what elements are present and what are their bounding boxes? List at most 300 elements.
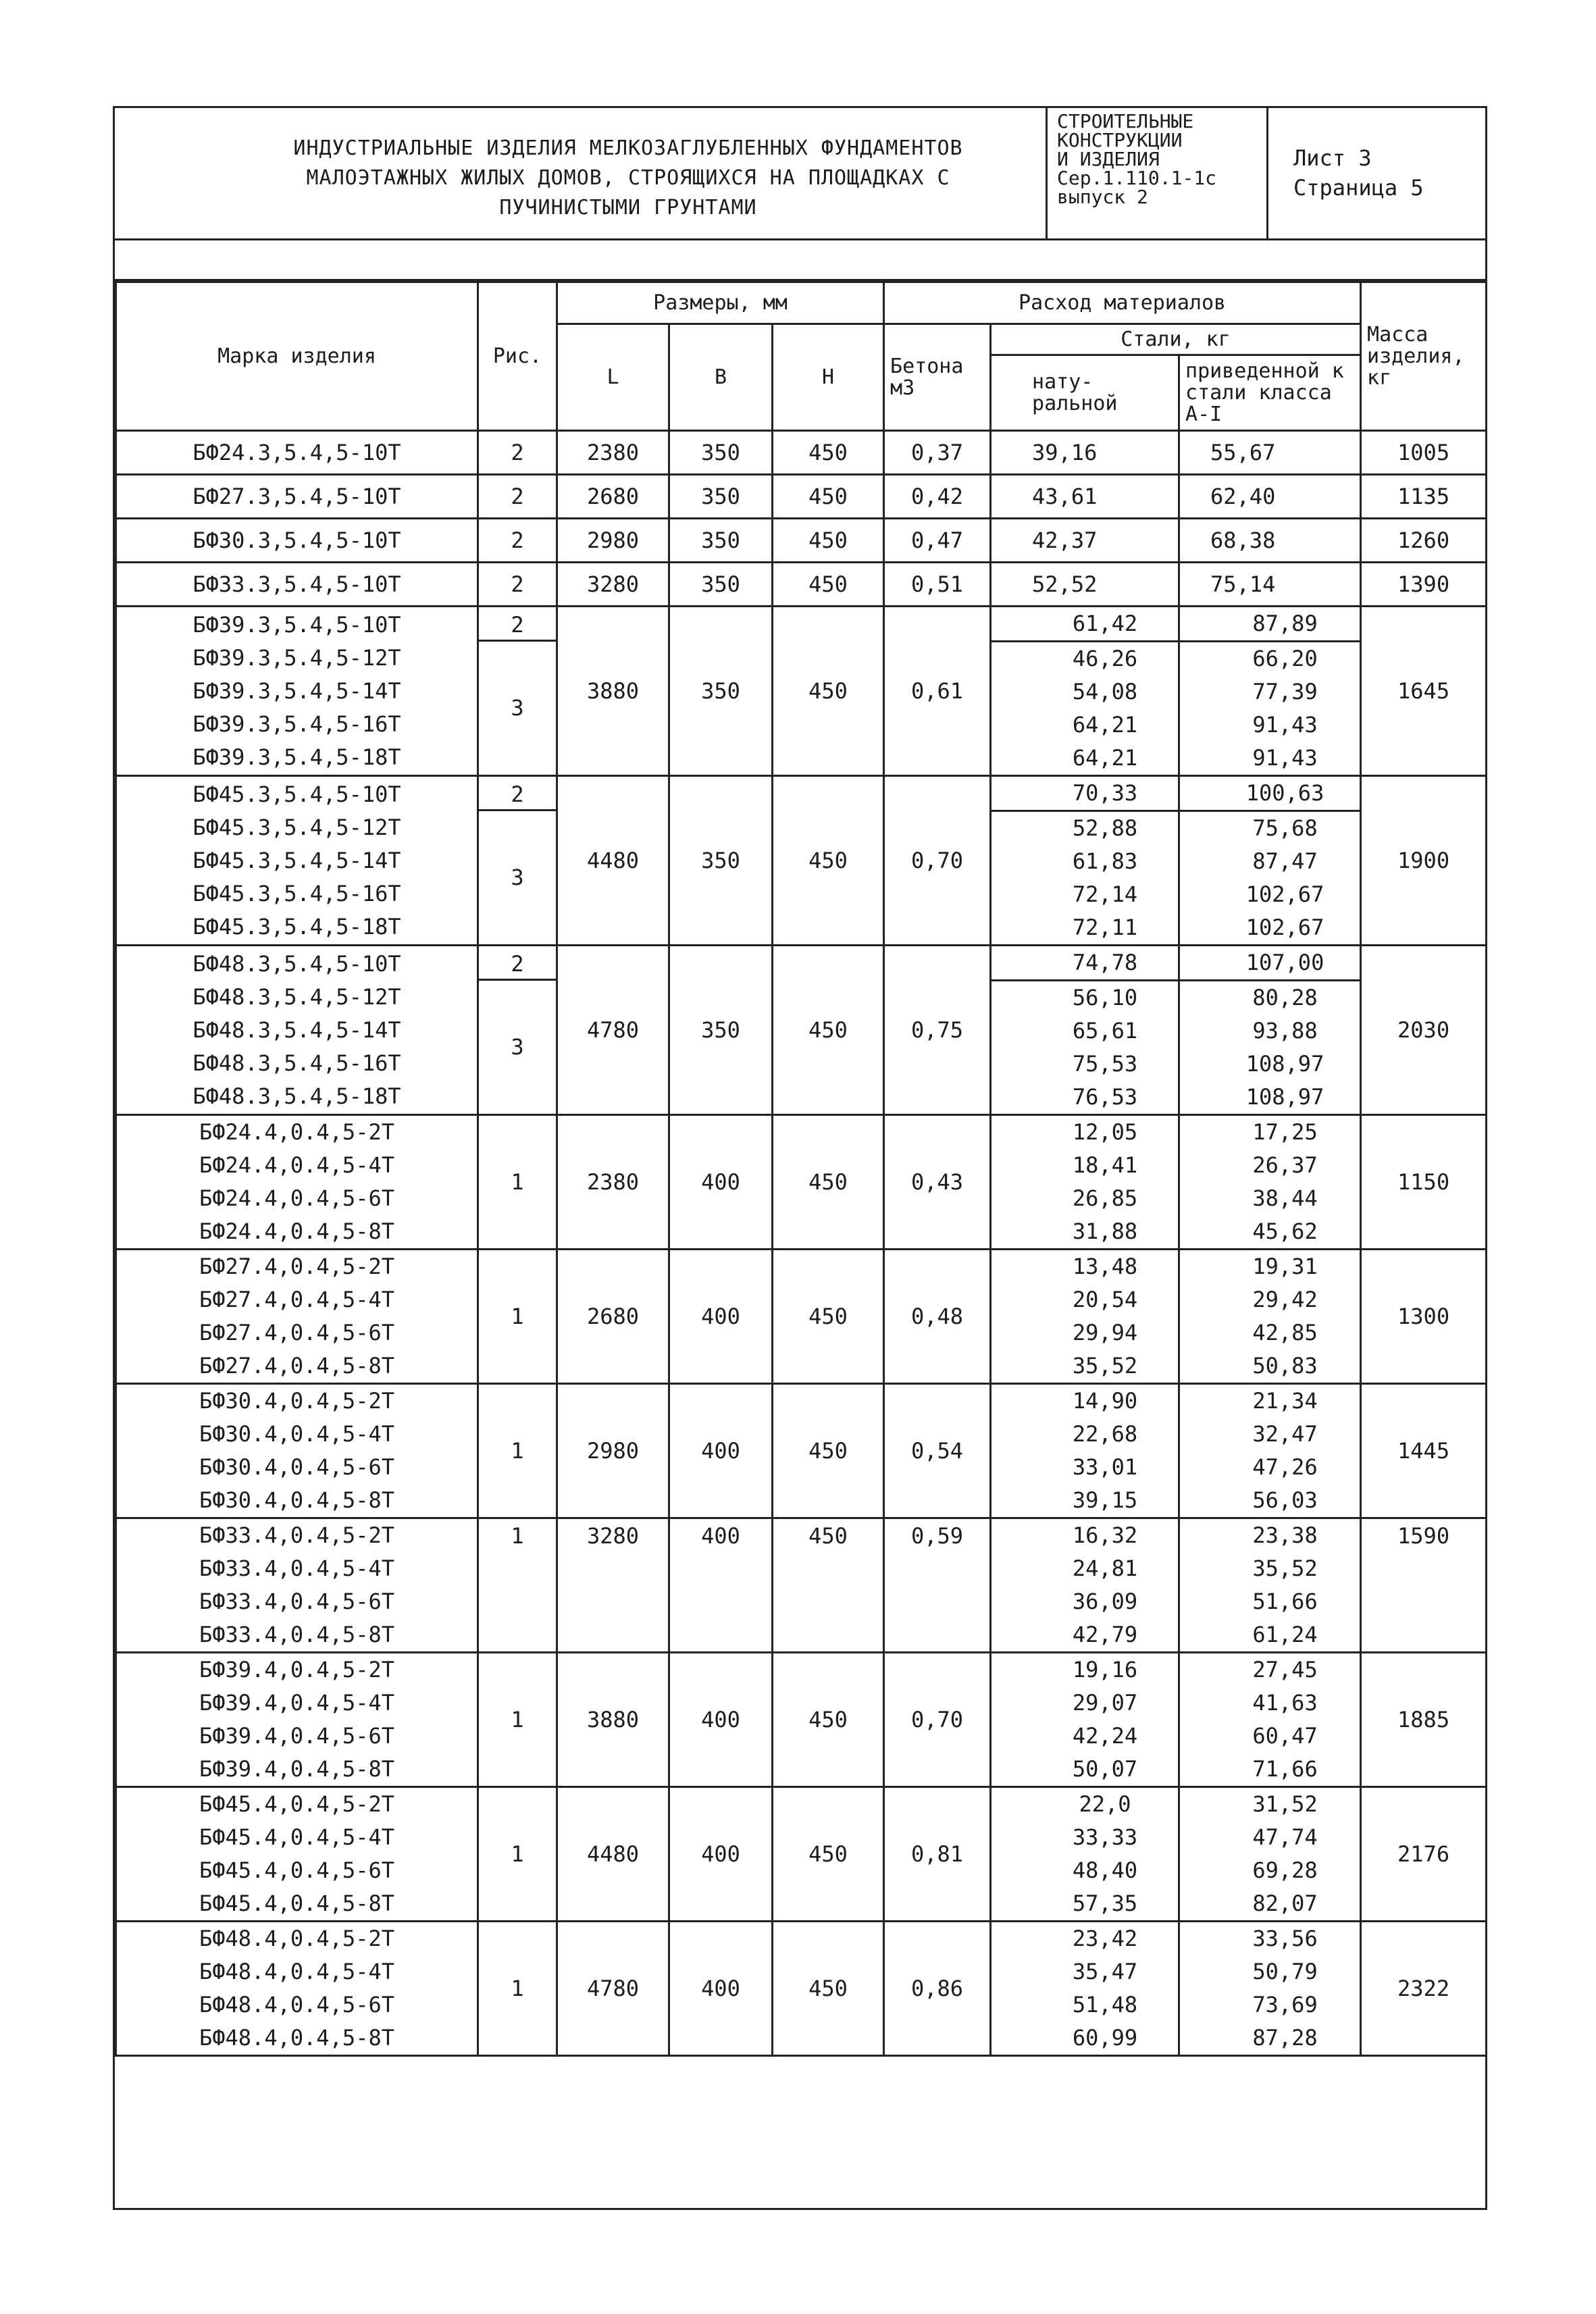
table-row (116, 1518, 1487, 1653)
mass-cell: 1900 (1361, 776, 1487, 946)
mass-cell: 1005 (1361, 431, 1487, 475)
fig-cell: 1 (478, 1115, 557, 1250)
natural-cell-line: 22,68 (1072, 1421, 1138, 1447)
mark-cell-line: БФ30.4,0.4,5-8Т (199, 1487, 394, 1513)
reduced-cell-line: 75,68 (1252, 815, 1318, 841)
reduced-cell (1179, 1518, 1361, 1653)
natural-cell-line: 60,99 (1072, 2025, 1138, 2051)
natural-cell (991, 1518, 1179, 1653)
mark-cell-line: БФ39.3,5.4,5-18Т (192, 744, 401, 770)
fig-cell (478, 776, 557, 946)
reduced-cell: 68,38 (1179, 519, 1361, 563)
header-mark: Марка изделия (116, 282, 478, 431)
table-row (116, 1653, 1487, 1787)
natural-cell: 52,52 (991, 563, 1179, 607)
natural-cell-line: 48,40 (1072, 1857, 1138, 1883)
natural-cell-line: 51,48 (1072, 1992, 1138, 2017)
l-cell: 4480 (557, 776, 669, 946)
mark-cell-line: БФ48.3,5.4,5-16Т (192, 1050, 401, 1076)
natural-cell-line: 19,16 (1072, 1657, 1138, 1682)
reduced-cell-line: 17,25 (1252, 1119, 1318, 1145)
page-number: Страница 5 (1293, 175, 1424, 201)
header-concrete: Бетона м3 (884, 324, 991, 431)
l-cell: 2380 (557, 431, 669, 475)
h-cell: 450 (773, 946, 884, 1115)
b-cell: 350 (669, 563, 773, 607)
fig-cell: 1 (478, 1384, 557, 1518)
reduced-cell (1179, 946, 1361, 1115)
reduced-cell-line: 73,69 (1252, 1992, 1318, 2017)
natural-cell-line: 22,0 (1079, 1791, 1131, 1817)
series-box (1046, 108, 1268, 238)
reduced-cell: 55,67 (1179, 431, 1361, 475)
natural-cell-line: 72,11 (1072, 915, 1138, 940)
concrete-cell: 0,42 (884, 475, 991, 519)
l-cell: 3280 (557, 1518, 669, 1653)
series-line: И ИЗДЕЛИЯ (1057, 148, 1160, 170)
fig-bottom: 3 (511, 1033, 524, 1060)
title-line: МАЛОЭТАЖНЫХ ЖИЛЫХ ДОМОВ, СТРОЯЩИХСЯ НА ПЛОЩАДКАХ С (306, 166, 950, 190)
mark-cell-line: БФ45.4,0.4,5-4Т (199, 1824, 394, 1850)
header-steel: Стали, кг (991, 324, 1361, 355)
l-cell: 2680 (557, 475, 669, 519)
reduced-cell-line: 42,85 (1252, 1320, 1318, 1345)
reduced-cell-line: 45,62 (1252, 1218, 1318, 1244)
b-cell: 350 (669, 475, 773, 519)
natural-cell-line: 76,53 (1072, 1084, 1138, 1110)
natural-cell-line: 70,33 (992, 777, 1178, 812)
reduced-cell-line: 60,47 (1252, 1723, 1318, 1749)
h-cell: 450 (773, 431, 884, 475)
fig-cell (478, 607, 557, 776)
table-row (116, 519, 1487, 563)
series-line: КОНСТРУКЦИИ (1057, 129, 1183, 151)
table-row (116, 607, 1487, 776)
concrete-cell: 0,86 (884, 1922, 991, 2056)
table-body (116, 431, 1487, 2056)
mark-cell-line: БФ27.4,0.4,5-6Т (199, 1320, 394, 1345)
mark-cell-line: БФ27.4,0.4,5-2Т (199, 1254, 394, 1279)
reduced-cell-line: 91,43 (1252, 745, 1318, 771)
natural-cell-line: 18,41 (1072, 1152, 1138, 1178)
h-cell: 450 (773, 1518, 884, 1653)
mass-cell: 1300 (1361, 1250, 1487, 1384)
natural-cell (991, 1653, 1179, 1787)
mark-cell (116, 1250, 478, 1384)
b-cell: 400 (669, 1518, 773, 1653)
natural-cell-line: 24,81 (1072, 1555, 1138, 1581)
mark-cell-line: БФ39.3,5.4,5-14Т (192, 677, 401, 704)
table-row (116, 776, 1487, 946)
fig-cell: 1 (478, 1653, 557, 1787)
l-cell: 3880 (557, 607, 669, 776)
mark-cell-line: БФ33.4,0.4,5-4Т (199, 1555, 394, 1581)
natural-cell-line: 61,42 (992, 607, 1178, 642)
reduced-cell-line: 56,03 (1252, 1487, 1318, 1513)
table-row (116, 1115, 1487, 1250)
mark-cell-line: БФ30.4,0.4,5-2Т (199, 1388, 394, 1414)
mark-cell-line: БФ48.3,5.4,5-14Т (192, 1017, 401, 1043)
natural-cell-line: 20,54 (1072, 1287, 1138, 1312)
mark-cell-line: БФ24.4,0.4,5-4Т (199, 1152, 394, 1178)
natural-cell-line: 39,15 (1072, 1487, 1138, 1513)
reduced-cell-line: 102,67 (1245, 915, 1324, 940)
reduced-cell-line: 26,37 (1252, 1152, 1318, 1178)
natural-cell-line: 65,61 (1072, 1018, 1138, 1044)
mass-cell: 1390 (1361, 563, 1487, 607)
mark-cell: БФ27.3,5.4,5-10Т (116, 475, 478, 519)
reduced-cell-line: 66,20 (1252, 646, 1318, 671)
sheet-info (1293, 143, 1424, 203)
l-cell: 4480 (557, 1787, 669, 1922)
natural-cell (991, 1115, 1179, 1250)
reduced-cell-line: 71,66 (1252, 1756, 1318, 1782)
h-cell: 450 (773, 475, 884, 519)
fig-bottom: 3 (511, 694, 524, 721)
reduced-cell-line: 50,79 (1252, 1959, 1318, 1984)
mark-cell-line: БФ24.4,0.4,5-2Т (199, 1119, 394, 1145)
natural-cell (991, 1384, 1179, 1518)
mark-cell (116, 776, 478, 946)
header-mass: Масса изделия, кг (1361, 282, 1487, 431)
title-line: ИНДУСТРИАЛЬНЫЕ ИЗДЕЛИЯ МЕЛКОЗАГЛУБЛЕННЫХ ФУНДАМЕНТОВ (293, 136, 963, 160)
mark-cell (116, 607, 478, 776)
concrete-cell: 0,59 (884, 1518, 991, 1653)
reduced-cell-line: 93,88 (1252, 1018, 1318, 1044)
blank-row (115, 240, 1485, 281)
reduced-cell-line: 80,28 (1252, 985, 1318, 1010)
title-block (115, 108, 1485, 240)
natural-cell-line: 74,78 (992, 946, 1178, 981)
mass-cell: 1150 (1361, 1115, 1487, 1250)
mark-cell-line: БФ33.4,0.4,5-8Т (199, 1622, 394, 1647)
reduced-cell-line: 102,67 (1245, 881, 1324, 907)
l-cell: 2680 (557, 1250, 669, 1384)
fig-bottom: 3 (511, 864, 524, 890)
natural-cell-line: 16,32 (1072, 1522, 1138, 1548)
h-cell: 450 (773, 1115, 884, 1250)
natural-cell-line: 31,88 (1072, 1218, 1138, 1244)
b-cell: 350 (669, 519, 773, 563)
mass-cell: 1645 (1361, 607, 1487, 776)
natural-cell-line: 50,07 (1072, 1756, 1138, 1782)
mass-cell: 1445 (1361, 1384, 1487, 1518)
h-cell: 450 (773, 519, 884, 563)
mark-cell: БФ33.3,5.4,5-10Т (116, 563, 478, 607)
mass-cell: 1885 (1361, 1653, 1487, 1787)
fig-top: 2 (479, 948, 556, 981)
fig-top: 2 (479, 609, 556, 642)
natural-cell-line: 54,08 (1072, 679, 1138, 704)
natural-cell (991, 1250, 1179, 1384)
b-cell: 400 (669, 1653, 773, 1787)
reduced-cell-line: 107,00 (1180, 946, 1360, 981)
natural-cell-line: 14,90 (1072, 1388, 1138, 1414)
mark-cell-line: БФ39.4,0.4,5-2Т (199, 1657, 394, 1682)
mark-cell (116, 1787, 478, 1922)
mark-cell (116, 1922, 478, 2056)
b-cell: 350 (669, 776, 773, 946)
l-cell: 2980 (557, 1384, 669, 1518)
fig-cell: 1 (478, 1922, 557, 2056)
concrete-cell: 0,47 (884, 519, 991, 563)
mark-cell-line: БФ33.4,0.4,5-6Т (199, 1589, 394, 1614)
reduced-cell: 75,14 (1179, 563, 1361, 607)
header-H: H (773, 324, 884, 431)
natural-cell-line: 13,48 (1072, 1254, 1138, 1279)
natural-cell-line: 29,94 (1072, 1320, 1138, 1345)
natural-cell: 39,16 (991, 431, 1179, 475)
mark-cell-line: БФ30.4,0.4,5-4Т (199, 1421, 394, 1447)
l-cell: 3280 (557, 563, 669, 607)
mark-cell-line: БФ39.3,5.4,5-10Т (192, 611, 401, 638)
h-cell: 450 (773, 1922, 884, 2056)
table-row (116, 563, 1487, 607)
natural-cell: 42,37 (991, 519, 1179, 563)
concrete-cell: 0,70 (884, 1653, 991, 1787)
concrete-cell: 0,75 (884, 946, 991, 1115)
reduced-cell-line: 108,97 (1245, 1051, 1324, 1077)
header-L: L (557, 324, 669, 431)
l-cell: 4780 (557, 946, 669, 1115)
header-reduced: приведенной к стали класса А-I (1179, 355, 1361, 431)
header-fig: Рис. (478, 282, 557, 431)
h-cell: 450 (773, 1653, 884, 1787)
reduced-cell-line: 23,38 (1252, 1522, 1318, 1548)
natural-cell-line: 72,14 (1072, 881, 1138, 907)
natural-cell-line: 42,79 (1072, 1622, 1138, 1647)
mass-cell: 1135 (1361, 475, 1487, 519)
mark-cell: БФ30.3,5.4,5-10Т (116, 519, 478, 563)
h-cell: 450 (773, 1250, 884, 1384)
l-cell: 2980 (557, 519, 669, 563)
concrete-cell: 0,61 (884, 607, 991, 776)
mark-cell: БФ24.3,5.4,5-10Т (116, 431, 478, 475)
series-line: выпуск 2 (1057, 186, 1148, 208)
natural-cell (991, 607, 1179, 776)
fig-cell (478, 946, 557, 1115)
natural-cell-line: 64,21 (1072, 712, 1138, 738)
reduced-cell-line: 27,45 (1252, 1657, 1318, 1682)
reduced-cell-line: 29,42 (1252, 1287, 1318, 1312)
mark-cell-line: БФ45.4,0.4,5-2Т (199, 1791, 394, 1817)
natural-cell: 43,61 (991, 475, 1179, 519)
mark-cell-line: БФ45.3,5.4,5-12Т (192, 814, 401, 840)
reduced-cell (1179, 776, 1361, 946)
natural-cell (991, 1922, 1179, 2056)
reduced-cell-line: 38,44 (1252, 1185, 1318, 1211)
mark-cell-line: БФ48.4,0.4,5-4Т (199, 1959, 394, 1984)
reduced-cell (1179, 1250, 1361, 1384)
table-row (116, 475, 1487, 519)
mass-cell: 1260 (1361, 519, 1487, 563)
header-materials: Расход материалов (884, 282, 1361, 324)
natural-cell-line: 42,24 (1072, 1723, 1138, 1749)
reduced-cell-line: 108,97 (1245, 1084, 1324, 1110)
mark-cell-line: БФ33.4,0.4,5-2Т (199, 1522, 394, 1548)
fig-cell: 1 (478, 1787, 557, 1922)
h-cell: 450 (773, 563, 884, 607)
natural-cell-line: 12,05 (1072, 1119, 1138, 1145)
h-cell: 450 (773, 1787, 884, 1922)
reduced-cell-line: 47,26 (1252, 1454, 1318, 1480)
b-cell: 400 (669, 1384, 773, 1518)
reduced-cell-line: 87,89 (1180, 607, 1360, 642)
mark-cell-line: БФ24.4,0.4,5-8Т (199, 1218, 394, 1244)
mark-cell-line: БФ39.3,5.4,5-16Т (192, 711, 401, 737)
mark-cell-line: БФ27.4,0.4,5-4Т (199, 1287, 394, 1312)
concrete-cell: 0,70 (884, 776, 991, 946)
fig-cell: 2 (478, 431, 557, 475)
natural-cell-line: 64,21 (1072, 745, 1138, 771)
fig-cell: 1 (478, 1518, 557, 1653)
mark-cell-line: БФ48.3,5.4,5-12Т (192, 983, 401, 1010)
natural-cell (991, 776, 1179, 946)
reduced-cell (1179, 1115, 1361, 1250)
b-cell: 400 (669, 1250, 773, 1384)
reduced-cell-line: 41,63 (1252, 1690, 1318, 1716)
reduced-cell-line: 51,66 (1252, 1589, 1318, 1614)
mark-cell-line: БФ45.4,0.4,5-6Т (199, 1857, 394, 1883)
h-cell: 450 (773, 776, 884, 946)
mass-cell: 2176 (1361, 1787, 1487, 1922)
mark-cell (116, 1115, 478, 1250)
mark-cell (116, 1653, 478, 1787)
fig-cell: 2 (478, 475, 557, 519)
mark-cell (116, 1384, 478, 1518)
mass-cell: 1590 (1361, 1518, 1487, 1653)
reduced-cell-line: 50,83 (1252, 1353, 1318, 1379)
reduced-cell-line: 77,39 (1252, 679, 1318, 704)
b-cell: 350 (669, 946, 773, 1115)
natural-cell-line: 36,09 (1072, 1589, 1138, 1614)
reduced-cell (1179, 1922, 1361, 2056)
b-cell: 350 (669, 431, 773, 475)
table-row (116, 431, 1487, 475)
b-cell: 350 (669, 607, 773, 776)
fig-cell: 1 (478, 1250, 557, 1384)
reduced-cell (1179, 1787, 1361, 1922)
mark-cell-line: БФ48.4,0.4,5-6Т (199, 1992, 394, 2017)
mark-cell-line: БФ39.4,0.4,5-6Т (199, 1723, 394, 1749)
concrete-cell: 0,81 (884, 1787, 991, 1922)
mass-cell: 2030 (1361, 946, 1487, 1115)
series-line: Сер.1.110.1-1с (1057, 167, 1217, 189)
reduced-cell-line: 32,47 (1252, 1421, 1318, 1447)
mark-cell-line: БФ39.4,0.4,5-4Т (199, 1690, 394, 1716)
reduced-cell-line: 31,52 (1252, 1791, 1318, 1817)
natural-cell-line: 57,35 (1072, 1891, 1138, 1916)
mark-cell-line: БФ45.3,5.4,5-14Т (192, 847, 401, 873)
b-cell: 400 (669, 1922, 773, 2056)
h-cell: 450 (773, 607, 884, 776)
natural-cell-line: 61,83 (1072, 848, 1138, 874)
natural-cell-line: 33,01 (1072, 1454, 1138, 1480)
mark-cell-line: БФ39.3,5.4,5-12Т (192, 644, 401, 671)
reduced-cell-line: 35,52 (1252, 1555, 1318, 1581)
mark-cell-line: БФ27.4,0.4,5-8Т (199, 1353, 394, 1379)
natural-cell-line: 75,53 (1072, 1051, 1138, 1077)
table-row (116, 1384, 1487, 1518)
natural-cell-line: 52,88 (1072, 815, 1138, 841)
natural-cell-line: 46,26 (1072, 646, 1138, 671)
title-line: ПУЧИНИСТЫМИ ГРУНТАМИ (499, 196, 757, 220)
natural-cell-line: 56,10 (1072, 985, 1138, 1010)
table-row (116, 946, 1487, 1115)
table-row (116, 1787, 1487, 1922)
mark-cell-line: БФ48.4,0.4,5-8Т (199, 2025, 394, 2051)
natural-cell-line: 35,52 (1072, 1353, 1138, 1379)
concrete-cell: 0,54 (884, 1384, 991, 1518)
natural-cell-line: 29,07 (1072, 1690, 1138, 1716)
mark-cell-line: БФ45.4,0.4,5-8Т (199, 1891, 394, 1916)
reduced-cell-line: 87,28 (1252, 2025, 1318, 2051)
reduced-cell-line: 33,56 (1252, 1926, 1318, 1951)
reduced-cell (1179, 1653, 1361, 1787)
header-dims: Размеры, мм (557, 282, 884, 324)
reduced-cell-line: 21,34 (1252, 1388, 1318, 1414)
mark-cell-line: БФ48.4,0.4,5-2Т (199, 1926, 394, 1951)
b-cell: 400 (669, 1787, 773, 1922)
mark-cell (116, 946, 478, 1115)
reduced-cell (1179, 1384, 1361, 1518)
reduced-cell-line: 47,74 (1252, 1824, 1318, 1850)
products-table (115, 281, 1487, 2057)
fig-cell: 2 (478, 563, 557, 607)
natural-cell (991, 1787, 1179, 1922)
series-line: СТРОИТЕЛЬНЫЕ (1057, 110, 1194, 132)
reduced-cell: 62,40 (1179, 475, 1361, 519)
mark-cell (116, 1518, 478, 1653)
header-B: B (669, 324, 773, 431)
natural-cell-line: 35,47 (1072, 1959, 1138, 1984)
natural-cell (991, 946, 1179, 1115)
concrete-cell: 0,48 (884, 1250, 991, 1384)
h-cell: 450 (773, 1384, 884, 1518)
concrete-cell: 0,51 (884, 563, 991, 607)
sheet-number: Лист 3 (1293, 145, 1372, 171)
reduced-cell-line: 61,24 (1252, 1622, 1318, 1647)
reduced-cell-line: 82,07 (1252, 1891, 1318, 1916)
mark-cell-line: БФ39.4,0.4,5-8Т (199, 1756, 394, 1782)
fig-cell: 2 (478, 519, 557, 563)
reduced-cell-line: 19,31 (1252, 1254, 1318, 1279)
table-row (116, 1250, 1487, 1384)
l-cell: 2380 (557, 1115, 669, 1250)
reduced-cell (1179, 607, 1361, 776)
document-title (142, 134, 1114, 223)
concrete-cell: 0,37 (884, 431, 991, 475)
mark-cell-line: БФ48.3,5.4,5-18Т (192, 1083, 401, 1109)
concrete-cell: 0,43 (884, 1115, 991, 1250)
b-cell: 400 (669, 1115, 773, 1250)
mark-cell-line: БФ45.3,5.4,5-18Т (192, 913, 401, 940)
mass-cell: 2322 (1361, 1922, 1487, 2056)
reduced-cell-line: 91,43 (1252, 712, 1318, 738)
reduced-cell-line: 69,28 (1252, 1857, 1318, 1883)
reduced-cell-line: 87,47 (1252, 848, 1318, 874)
mark-cell-line: БФ45.3,5.4,5-16Т (192, 880, 401, 906)
mark-cell-line: БФ48.3,5.4,5-10Т (192, 950, 401, 977)
natural-cell-line: 23,42 (1072, 1926, 1138, 1951)
mark-cell-line: БФ30.4,0.4,5-6Т (199, 1454, 394, 1480)
l-cell: 3880 (557, 1653, 669, 1787)
mark-cell-line: БФ45.3,5.4,5-10Т (192, 781, 401, 807)
l-cell: 4780 (557, 1922, 669, 2056)
drawing-sheet (113, 106, 1487, 2210)
reduced-cell-line: 100,63 (1180, 777, 1360, 812)
natural-cell-line: 26,85 (1072, 1185, 1138, 1211)
